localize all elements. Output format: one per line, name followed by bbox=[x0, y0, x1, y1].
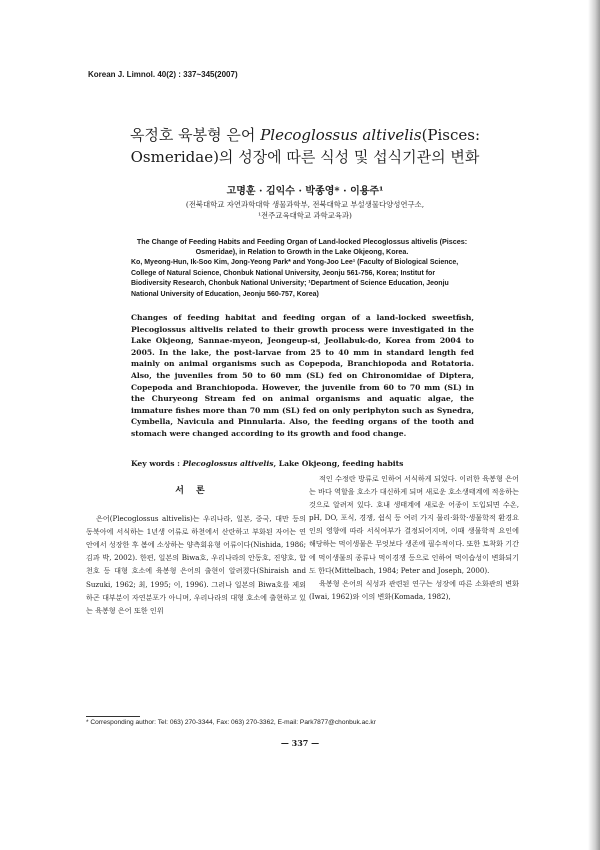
keywords bbox=[131, 459, 474, 468]
english-title: The Change of Feeding Habits and Feeding Organ of Land-locked Plecoglossus altivelis (Pisces: Osmeridae), in Relation to Growth in the Lake Okjeong, Korea. bbox=[136, 237, 468, 256]
section-heading-introduction: 서론 bbox=[175, 486, 217, 496]
footnote-rule bbox=[86, 716, 140, 717]
keywords-rest: , Lake Okjeong, feeding habits bbox=[273, 459, 404, 468]
body-left-column bbox=[86, 485, 306, 617]
body-right-column bbox=[309, 472, 519, 603]
abstract bbox=[131, 312, 474, 440]
scan-edge-shadow bbox=[588, 0, 600, 850]
affiliation-line-2: ¹전주교육대학교 과학교육과) bbox=[258, 211, 352, 220]
title-species-name: Plecoglossus altivelis bbox=[260, 126, 422, 144]
authors-korean: 고명훈 · 김익수 · 박종영* · 이용주¹ bbox=[226, 186, 384, 197]
footnote-corresponding-author: * Corresponding author: Tel: 063) 270-3344, Fax: 063) 270-3362, E-mail: Park7877@chonbuk.ac.kr bbox=[86, 719, 376, 726]
keywords-species: Plecoglossus altivelis bbox=[182, 459, 274, 468]
title-korean-part: 옥정호 육봉형 은어 bbox=[129, 126, 256, 144]
page-number: — 337 — bbox=[280, 738, 320, 748]
english-authors-affiliations: Ko, Myeong-Hun, Ik-Soo Kim, Jong-Yeong Park* and Yong-Joo Lee¹ (Faculty of Biological Science, College of Natural Science, Chonbuk National University, Jeonju 561-756, Korea; Institut for Biodiversity Research, Chonbuk National University; ¹Department of Science Education, Jeonju National University of Education, Jeonju 560-757, Korea) bbox=[131, 259, 459, 298]
paper-title-line-1 bbox=[60, 124, 550, 146]
keywords-label: Key words : bbox=[131, 459, 180, 468]
journal-reference: Korean J. Limnol. 40(2) : 337~345(2007) bbox=[88, 70, 238, 79]
paper-title-line-2: Osmeridae)의 성장에 따른 식성 및 섭식기관의 변화 bbox=[130, 148, 480, 166]
abstract-text: Changes of feeding habitat and feeding organ of a land-locked sweetfish, Plecoglossus altivelis related to their growth process were investigated in the Lake Okjeong, Sannae-myeon, Jeongeup-si, Jeollabuk-do, Korea from 2004 to 2005. In the lake, the post-larvae from 25 to 40 mm in standard length fed mainly on animal organisms such as Copepoda, Branchiopoda and Rotatoria. Also, the juveniles from 50 to 60 mm (SL) fed on Chironomidae of Diptera, Copepoda and Branchiopoda. However, the juvenile from 60 to 70 mm (SL) in the Churyeong Stream fed on animal organisms and aquatic algae, the immature fishes more than 70 mm (SL) fed on only periphyton such as Synedra, Cymbella, Navicula and Pinnularia. Also, the feeding organs of the tooth and stomach were changed according to its growth and food change. bbox=[131, 313, 474, 438]
body-paragraph-2: 적인 수정란 방류로 인하여 서식하게 되었다. 이러한 육봉형 은어는 바다 역할을 호소가 대신하게 되며 새로운 호소생태계에 적응하는 것으로 알려져 있다. 호내 생태계에 새로운 어종이 도입되면 수온, pH, DO, 포식, 경쟁, 쉼식 등 여러 가지 물리·화학·생물학적 환경요인의 영향에 따라 서식여부가 결정되어지며, 이때 생물학적 요인에 해당하는 먹이생물은 무엇보다 생존에 필수적이다. 또한 토착화 기간에 먹이생물의 종류나 먹이경쟁 등으로 인하여 먹이습성이 변화되기도 한다(Mittelbach, 1984; Peter and Joseph, 2000). bbox=[309, 474, 519, 575]
body-paragraph-3: 육봉형 은어의 식성과 관련된 연구는 성장에 따른 소화관의 변화(Iwai, 1962)와 이의 변화(Komada, 1982), bbox=[309, 578, 519, 601]
affiliation-line-1: (전북대학교 자연과학대학 생물과학부, 전북대학교 부설생물다양성연구소, bbox=[185, 200, 425, 209]
body-paragraph-1: 은어(Plecoglossus altivelis)는 우리나라, 일본, 중국, 대만 등의 동북아에 서식하는 1년생 어류로 하천에서 산란하고 부화된 자어는 연안에서 성장한 후 봄에 소상하는 양측회유형 어류이다(Nishida, 1986; 김과 박, 2002). 한편, 일본의 Biwa호, 우리나라의 안동호, 진양호, 합천호 등 대형 호소에 육봉형 은어의 출현이 알려졌다(Shiraish and Suzuki, 1962; 최, 1995; 이, 1996). 그러나 일본의 Biwa호를 제외하곤 대부분이 자연분포가 아니며, 우리나라의 대형 호소에 출현하고 있는 육봉형 은어 또한 인위 bbox=[86, 514, 306, 615]
title-taxon-part: (Pisces: bbox=[421, 126, 481, 144]
